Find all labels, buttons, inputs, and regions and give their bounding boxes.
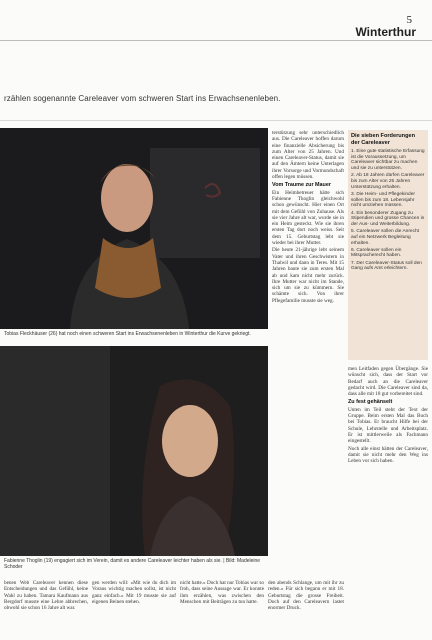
article-column-a (272, 130, 344, 305)
demands-sidebar (348, 130, 428, 360)
column-a-paragraph: Ein Heimbetreuer hätte sich Fabienne Thoglin gleichwohl schon gewünscht. Hier einen Ort mit dem Gefühl von Zuhause. Als sie vier Jahre alt war, wurde sie in ein Heim gesteckt. Wie sie ihren ersten Tag dort noch weiss. Seit dem 15. Geburtstag lebt sie wieder bei ihrer Mutter. (272, 189, 344, 247)
header-rule (0, 40, 432, 41)
sidebar-item: 3. Die Heim- und Pflegekinder sollen bis zum 18. Lebensjahr nicht umziehen müssen. (351, 191, 415, 209)
bottom-column-4: den abends Schlange, um mit ihr zu reden.» Für sich begann er mit 18. Geburtstag die grosse Freiheit. Doch auf den Careleavern lastet enormer Druck. (268, 580, 344, 612)
photo2-caption: Fabienne Thoglin (19) engagiert sich im Verein, damit es andere Careleaver leichter haben als sie. | Bild: Madeleine Schoder (4, 558, 261, 570)
bottom-column-1: benen Web Careleaver kennen diese Entscheidungen und das Gefühl, keine Wahl zu haben. Tamara Kaufmann aus Bergdorf musste eine Lehre abbrechen, obwohl sie schon 16 Jahre alt war. (4, 580, 88, 612)
sidebar-item: 5. Careleaver sollen die Anrecht auf ein Netzwerk Begleitung erhalten. (351, 229, 419, 246)
sidebar-item: 1. Eine gute statistische Erfassung ist die Voraussetzung, um Careleaver sichtbar zu machen und sie zu unterstützen. (351, 149, 425, 172)
article-headline: rzählen sogenannte Careleaver vom schweren Start ins Erwachsenenleben. (4, 94, 281, 103)
sidebar-item: 7. Der Careleaver-Status soll den Gang aufs Amt erleichtern. (351, 260, 422, 272)
portrait-man-photo (0, 128, 268, 329)
column-b-paragraph: Unten im Teil steht der Text der Gruppe. Beim ersten Mal das Buch bei Tobias. Er braucht Hilfe bei der Schule, Lehrstelle und Arbeitsplatz. Er ist mittlerweile als Fachmann eingestellt. (348, 406, 428, 445)
article-column-b (348, 366, 428, 465)
column-b-paragraph: Noch alle einst hätten der Careleaver, damit sie nicht mehr den Weg ins Leben vor sich haben. (348, 445, 428, 465)
page-number: 5 (406, 14, 412, 26)
column-a-paragraph: Die heute 21-jährige lebt seinem Vater und ihren Geschwistern in Thalwil und dann in Teres. Mit 15 Jahren baute sie zum ersten Mal ab und kam nicht mehr zurück. Ihre Mutter war nicht im Stande, sich um sie zu kümmern. Sie schämte sich. Von ihrer Pflegefamilie musste sie weg. (272, 247, 344, 304)
sidebar-title: Die sieben Forderungen der Careleaver (351, 133, 416, 146)
photo1-caption: Tobias Fleckhäuser (26) hat noch einen schweren Start ins Erwachsenenleben in Winterthur die Kurve gekriegt. (4, 331, 251, 337)
column-b-paragraph: men Leitfaden gegen Übergänge. Sie wünscht sich, dass der Start vor Bedarf auch an die Careleaver gedacht wird. Die Careleaver sind da, dass alle mit 18 gut vorbereitet sind. (348, 366, 428, 398)
sidebar-item: 6. Careleaver sollen ein Mitspracherecht haben. (351, 247, 402, 259)
bottom-column-3: nicht hatte.» Doch hat nur Tobias war so froh, dass seine Aussage war. Er konnte ihm erzählen, was zwischen den Menschen mit Beiträgen zu tun hatte. (180, 580, 264, 605)
sidebar-item: 4. Ein besonderer Zugang zu Stipendien und grosse Chancen in der Aus- und Weiterbildung. (351, 210, 425, 227)
column-b-subheading: Zu fest gehänselt (348, 399, 393, 406)
section-title: Winterthur (355, 25, 416, 39)
sidebar-item: 2. Ab 18 Jahren dürfen Careleaver bis zum Alter von 25 Jahren Unterstützung erhalten. (351, 173, 425, 190)
column-a-paragraph: terstützung sehr unterschiedlich aus. Die Careleaver hoffen darum eine finanzielle Absicherung bis zum Alter von 25 Jahren. Und einen Careleaver-Status, damit sie auf den Ämtern keine Unterlagen ihrer Vorsorge und Vormundschaft offen legen müssen. (272, 130, 344, 181)
headline-rule (0, 120, 432, 121)
bottom-column-2: gen werden will: «Mit wie du dich im Voraus wichtig machen sollst, ist nicht ganz einfach.» Mit 19 musste sie auf eigenen Beinen stehen. (92, 580, 176, 605)
column-a-subheading: Vom Traume zur Mauer (272, 182, 331, 189)
portrait-woman-photo (0, 346, 268, 556)
